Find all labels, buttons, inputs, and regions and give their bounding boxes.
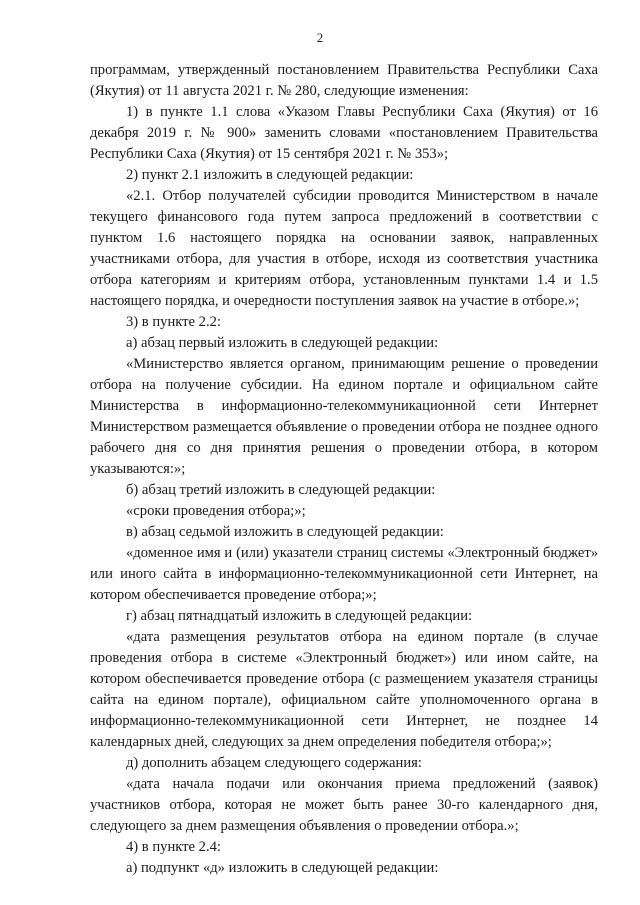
paragraph: б) абзац третий изложить в следующей редакции:: [126, 482, 436, 498]
paragraph: в) абзац седьмой изложить в следующей редакции:: [126, 524, 444, 540]
paragraph: «сроки проведения отбора;»;: [126, 503, 306, 519]
paragraph: «доменное имя и (или) указатели страниц системы «Электронный бюджет» или иного сайта в информационно-телекоммуникационной сети Интернет, на котором обеспечивается проведение отбора;»;: [90, 545, 598, 603]
paragraph: «2.1. Отбор получателей субсидии проводится Министерством в начале текущего финансового года путем запроса предложений в соответствии с пунктом 1.6 настоящего порядка на основании заявок, направленных участниками отбора, для участия в отборе, исходя из соответствия участника отбора категориям и критериям отбора, установленным пунктами 1.4 и 1.5 настоящего порядка, и очередности поступления заявок на участие в отборе.»;: [90, 188, 598, 309]
paragraph: а) подпункт «д» изложить в следующей редакции:: [126, 860, 439, 876]
paragraph: 4) в пункте 2.4:: [126, 839, 221, 855]
paragraph: программам, утвержденный постановлением Правительства Республики Саха (Якутия) от 11 августа 2021 г. № 280, следующие изменения:: [90, 62, 598, 99]
paragraph: а) абзац первый изложить в следующей редакции:: [126, 335, 439, 351]
paragraph: «дата начала подачи или окончания приема предложений (заявок) участников отбора, которая не может быть ранее 30-го календарного дня, следующего за днем размещения объявления о проведении отбора.»;: [90, 776, 598, 834]
paragraph: «дата размещения результатов отбора на едином портале (в случае проведения отбора в системе «Электронный бюджет») или ином сайте, на котором обеспечивается проведение отбора (с размещением указателя страницы сайта на едином портале), официальном сайте уполномоченного органа в информационно-телекоммуникационной сети Интернет, не позднее 14 календарных дней, следующих за днем определения победителя отбора;»;: [90, 629, 598, 750]
page-number: 2: [316, 30, 324, 45]
paragraph: «Министерство является органом, принимающим решение о проведении отбора на получение субсидии. На едином портале и официальном сайте Министерства в информационно-телекоммуникационной сети Интернет Министерством размещается объявление о проведении отбора не позднее одного рабочего дня со дня принятия решения о проведении отбора, в котором указываются:»;: [90, 356, 598, 477]
document-body: [90, 60, 598, 879]
paragraph: г) абзац пятнадцатый изложить в следующей редакции:: [126, 608, 473, 624]
paragraph: 2) пункт 2.1 изложить в следующей редакции:: [126, 167, 414, 183]
paragraph: 3) в пункте 2.2:: [126, 314, 221, 330]
paragraph: д) дополнить абзацем следующего содержания:: [126, 755, 422, 771]
paragraph: 1) в пункте 1.1 слова «Указом Главы Республики Саха (Якутия) от 16 декабря 2019 г. № 900» заменить словами «постановлением Правительства Республики Саха (Якутия) от 15 сентября 2021 г. № 353»;: [90, 104, 598, 162]
